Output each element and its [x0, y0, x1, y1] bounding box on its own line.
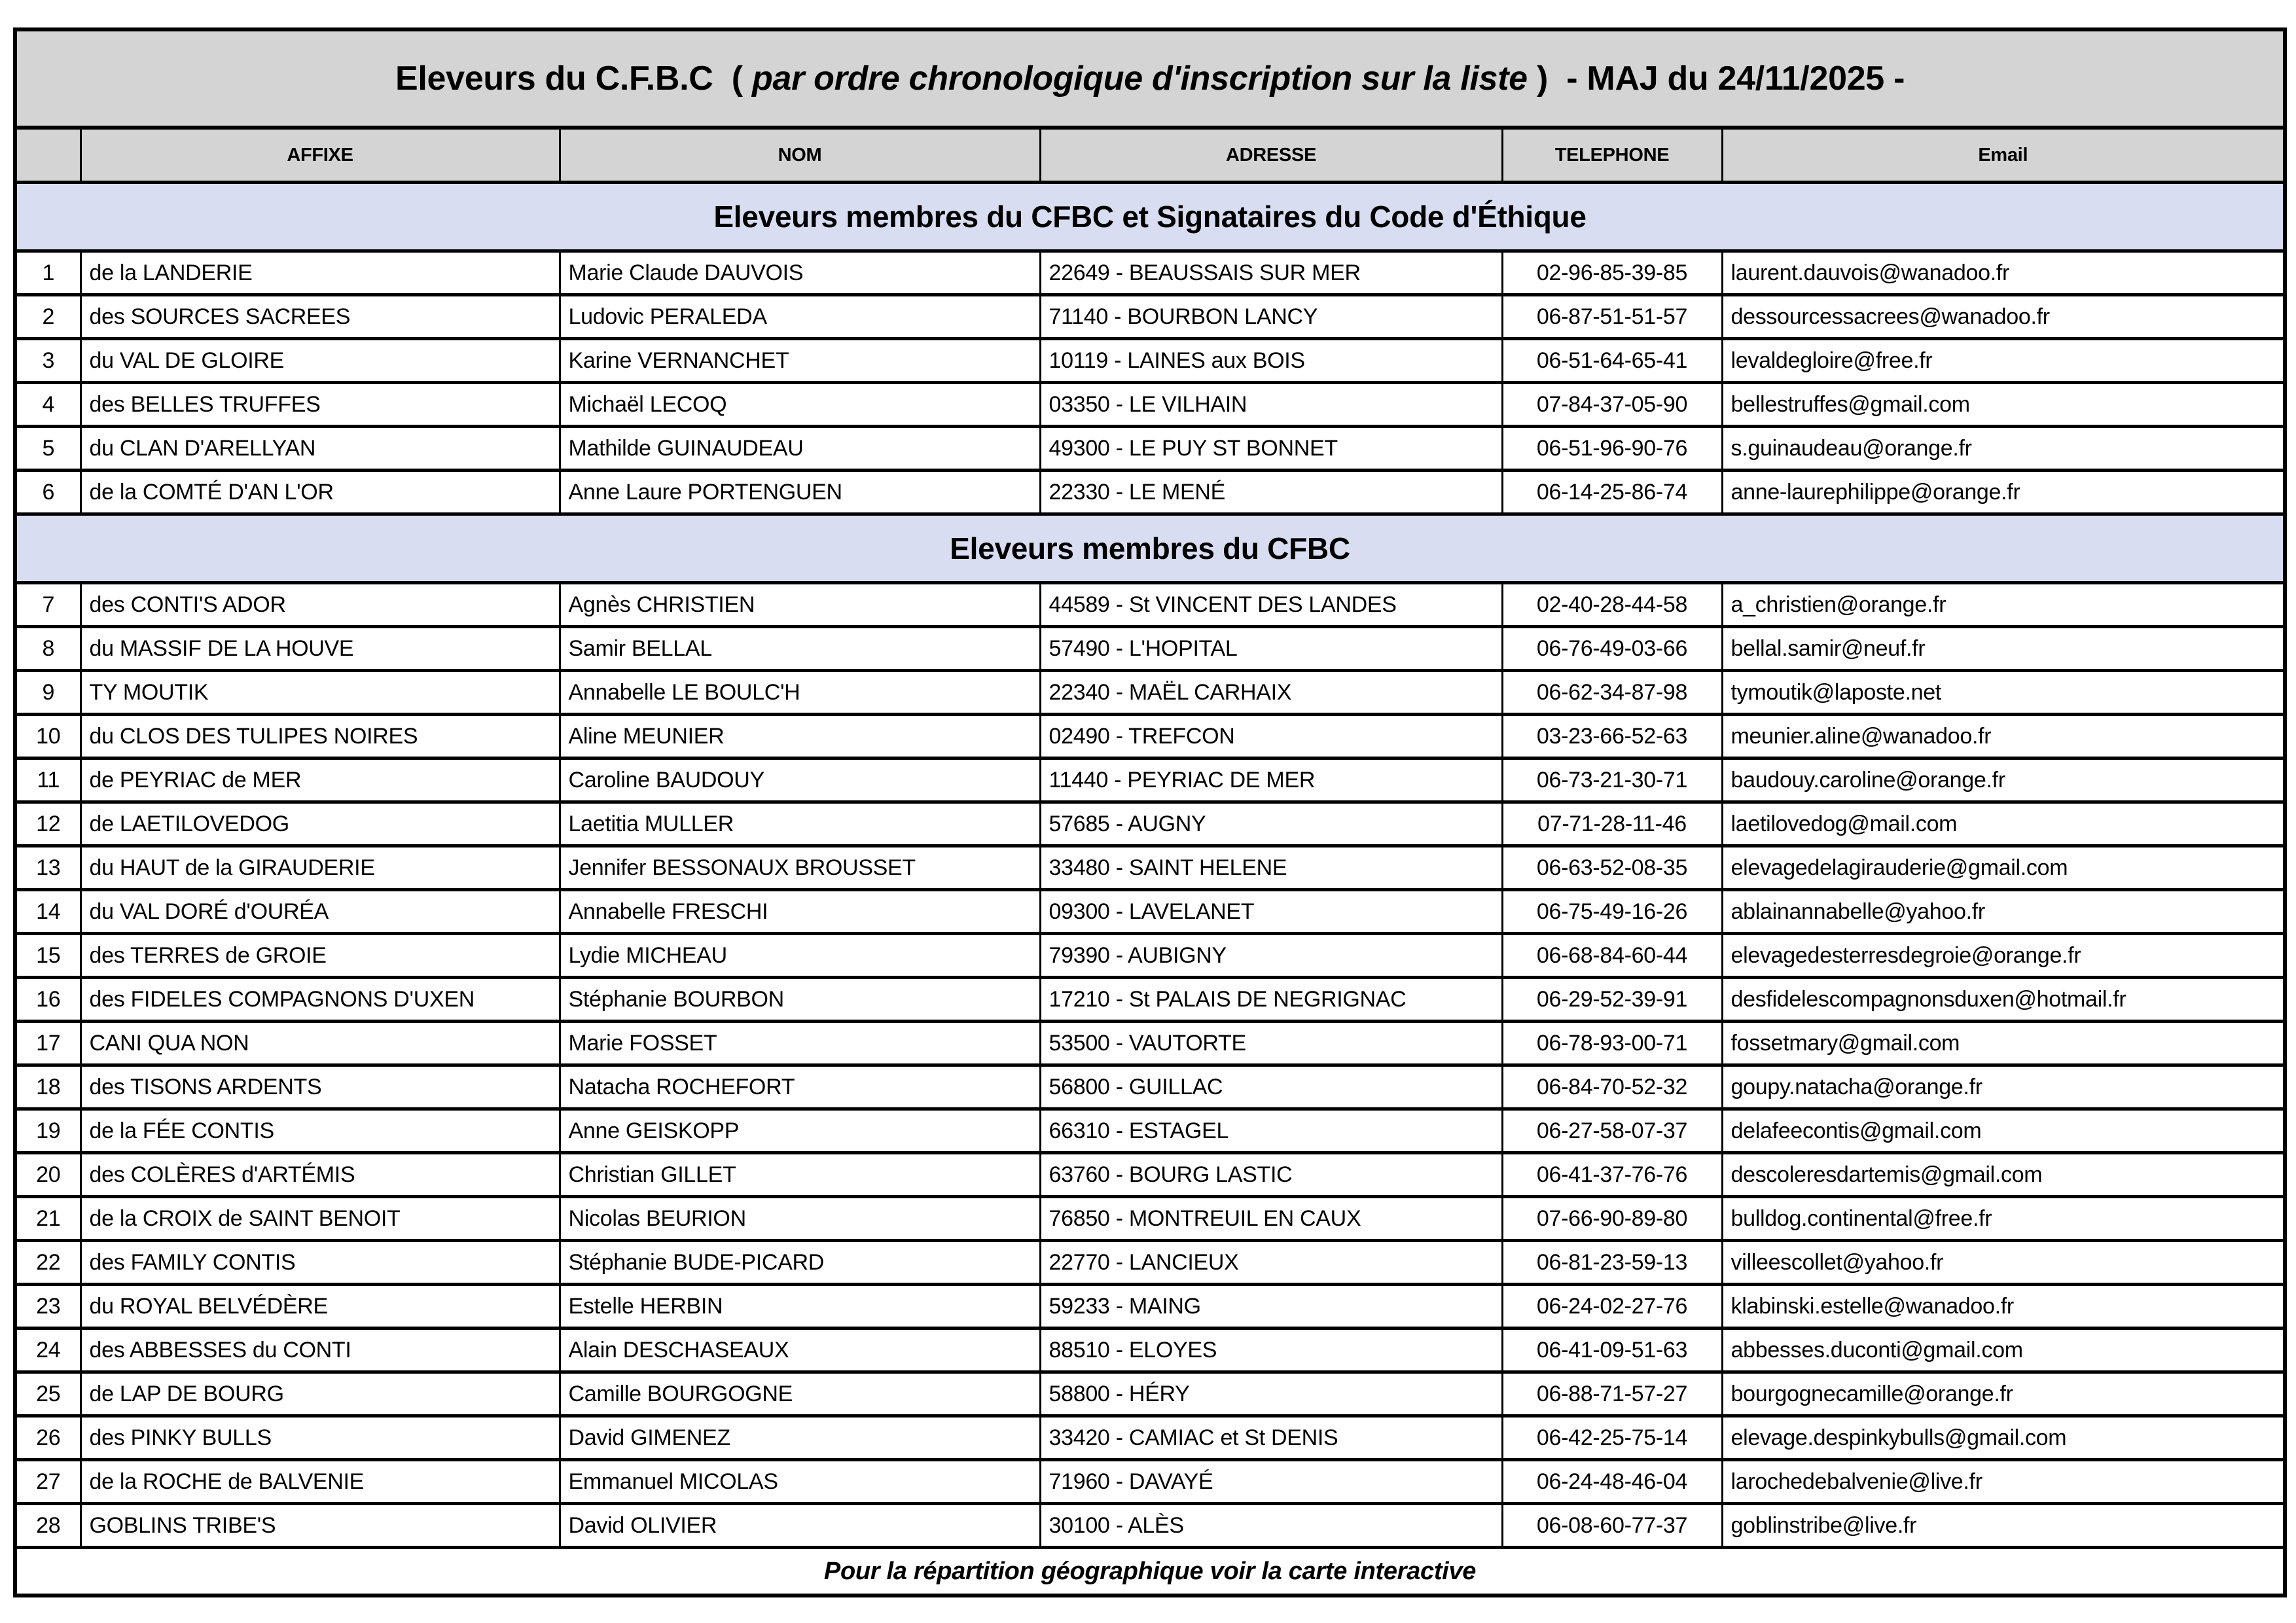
column-header-email: Email: [1722, 128, 2285, 183]
cell-affixe: de la CROIX de SAINT BENOIT: [81, 1197, 560, 1241]
column-header-adresse: ADRESSE: [1040, 128, 1502, 183]
cell-email: abbesses.duconti@gmail.com: [1722, 1329, 2285, 1372]
cell-row-number: 9: [15, 671, 81, 715]
cell-nom: Caroline BAUDOUY: [560, 758, 1040, 802]
cell-telephone: 02-40-28-44-58: [1502, 583, 1722, 627]
cell-row-number: 21: [15, 1197, 81, 1241]
cell-nom: Christian GILLET: [560, 1153, 1040, 1197]
table-row: [15, 583, 2285, 627]
cell-telephone: 06-51-96-90-76: [1502, 427, 1722, 471]
cell-adresse: 30100 - ALÈS: [1040, 1504, 1502, 1548]
cell-adresse: 71140 - BOURBON LANCY: [1040, 295, 1502, 339]
table-row: [15, 1329, 2285, 1372]
cell-nom: Jennifer BESSONAUX BROUSSET: [560, 846, 1040, 890]
cell-email: a_christien@orange.fr: [1722, 583, 2285, 627]
cell-row-number: 24: [15, 1329, 81, 1372]
table-row: [15, 1197, 2285, 1241]
cell-affixe: du MASSIF DE LA HOUVE: [81, 627, 560, 671]
cell-nom: Samir BELLAL: [560, 627, 1040, 671]
cell-row-number: 12: [15, 802, 81, 846]
cell-adresse: 58800 - HÉRY: [1040, 1372, 1502, 1416]
cell-affixe: de LAETILOVEDOG: [81, 802, 560, 846]
cell-row-number: 16: [15, 978, 81, 1022]
cell-row-number: 26: [15, 1416, 81, 1460]
cell-email: meunier.aline@wanadoo.fr: [1722, 715, 2285, 758]
breeders-table: [13, 27, 2287, 1597]
table-body: [15, 29, 2285, 1596]
cell-row-number: 20: [15, 1153, 81, 1197]
cell-row-number: 18: [15, 1065, 81, 1109]
cell-telephone: 06-88-71-57-27: [1502, 1372, 1722, 1416]
cell-email: dessourcessacrees@wanadoo.fr: [1722, 295, 2285, 339]
cell-telephone: 06-84-70-52-32: [1502, 1065, 1722, 1109]
cell-adresse: 71960 - DAVAYÉ: [1040, 1460, 1502, 1504]
table-row: [15, 1504, 2285, 1548]
table-row: [15, 295, 2285, 339]
cell-adresse: 66310 - ESTAGEL: [1040, 1109, 1502, 1153]
cell-adresse: 53500 - VAUTORTE: [1040, 1022, 1502, 1065]
title-prefix: Eleveurs du C.F.B.C (: [395, 60, 752, 98]
cell-nom: Annabelle LE BOULC'H: [560, 671, 1040, 715]
section-header-row: [15, 514, 2285, 583]
column-header-number: [15, 128, 81, 183]
page-title: [15, 29, 2285, 128]
cell-nom: Mathilde GUINAUDEAU: [560, 427, 1040, 471]
cell-row-number: 19: [15, 1109, 81, 1153]
cell-telephone: 06-78-93-00-71: [1502, 1022, 1722, 1065]
cell-nom: Aline MEUNIER: [560, 715, 1040, 758]
cell-affixe: des BELLES TRUFFES: [81, 383, 560, 427]
footer-note: Pour la répartition géographique voir la carte interactive: [15, 1548, 2285, 1596]
cell-email: laurent.dauvois@wanadoo.fr: [1722, 251, 2285, 295]
cell-affixe: des COLÈRES d'ARTÉMIS: [81, 1153, 560, 1197]
cell-affixe: de PEYRIAC de MER: [81, 758, 560, 802]
cell-row-number: 23: [15, 1285, 81, 1329]
cell-adresse: 76850 - MONTREUIL EN CAUX: [1040, 1197, 1502, 1241]
cell-nom: Marie FOSSET: [560, 1022, 1040, 1065]
cell-row-number: 3: [15, 339, 81, 383]
table-row: [15, 1022, 2285, 1065]
cell-adresse: 22770 - LANCIEUX: [1040, 1241, 1502, 1285]
cell-adresse: 02490 - TREFCON: [1040, 715, 1502, 758]
cell-email: klabinski.estelle@wanadoo.fr: [1722, 1285, 2285, 1329]
cell-row-number: 7: [15, 583, 81, 627]
cell-email: descoleresdartemis@gmail.com: [1722, 1153, 2285, 1197]
cell-adresse: 57685 - AUGNY: [1040, 802, 1502, 846]
section-header-label: Eleveurs membres du CFBC: [15, 514, 2285, 583]
cell-row-number: 4: [15, 383, 81, 427]
table-row: [15, 1372, 2285, 1416]
table-row: [15, 1065, 2285, 1109]
cell-row-number: 10: [15, 715, 81, 758]
cell-affixe: des ABBESSES du CONTI: [81, 1329, 560, 1372]
cell-nom: Stéphanie BOURBON: [560, 978, 1040, 1022]
cell-affixe: des CONTI'S ADOR: [81, 583, 560, 627]
cell-adresse: 22340 - MAËL CARHAIX: [1040, 671, 1502, 715]
cell-email: bulldog.continental@free.fr: [1722, 1197, 2285, 1241]
cell-adresse: 59233 - MAING: [1040, 1285, 1502, 1329]
table-row: [15, 1285, 2285, 1329]
cell-row-number: 5: [15, 427, 81, 471]
table-row: [15, 427, 2285, 471]
cell-nom: Karine VERNANCHET: [560, 339, 1040, 383]
cell-adresse: 10119 - LAINES aux BOIS: [1040, 339, 1502, 383]
cell-email: elevagedesterresdegroie@orange.fr: [1722, 934, 2285, 978]
cell-telephone: 06-75-49-16-26: [1502, 890, 1722, 934]
cell-nom: Stéphanie BUDE-PICARD: [560, 1241, 1040, 1285]
cell-nom: Alain DESCHASEAUX: [560, 1329, 1040, 1372]
cell-telephone: 07-84-37-05-90: [1502, 383, 1722, 427]
cell-row-number: 8: [15, 627, 81, 671]
cell-telephone: 06-76-49-03-66: [1502, 627, 1722, 671]
cell-nom: David OLIVIER: [560, 1504, 1040, 1548]
cell-affixe: de la FÉE CONTIS: [81, 1109, 560, 1153]
table-row: [15, 934, 2285, 978]
cell-affixe: du ROYAL BELVÉDÈRE: [81, 1285, 560, 1329]
title-suffix: ) - MAJ du 24/11/2025 -: [1527, 60, 1905, 98]
cell-email: delafeecontis@gmail.com: [1722, 1109, 2285, 1153]
cell-telephone: 06-81-23-59-13: [1502, 1241, 1722, 1285]
table-row: [15, 890, 2285, 934]
cell-telephone: 06-27-58-07-37: [1502, 1109, 1722, 1153]
cell-row-number: 27: [15, 1460, 81, 1504]
cell-adresse: 03350 - LE VILHAIN: [1040, 383, 1502, 427]
cell-email: elevagedelagirauderie@gmail.com: [1722, 846, 2285, 890]
cell-nom: Natacha ROCHEFORT: [560, 1065, 1040, 1109]
cell-row-number: 28: [15, 1504, 81, 1548]
table-row: [15, 627, 2285, 671]
title-row: [15, 29, 2285, 128]
cell-telephone: 06-87-51-51-57: [1502, 295, 1722, 339]
cell-affixe: TY MOUTIK: [81, 671, 560, 715]
cell-telephone: 06-41-37-76-76: [1502, 1153, 1722, 1197]
cell-telephone: 07-71-28-11-46: [1502, 802, 1722, 846]
cell-adresse: 63760 - BOURG LASTIC: [1040, 1153, 1502, 1197]
cell-adresse: 57490 - L'HOPITAL: [1040, 627, 1502, 671]
cell-affixe: GOBLINS TRIBE'S: [81, 1504, 560, 1548]
cell-email: tymoutik@laposte.net: [1722, 671, 2285, 715]
cell-telephone: 06-14-25-86-74: [1502, 471, 1722, 514]
table-row: [15, 383, 2285, 427]
cell-affixe: de LAP DE BOURG: [81, 1372, 560, 1416]
cell-telephone: 06-62-34-87-98: [1502, 671, 1722, 715]
cell-telephone: 06-73-21-30-71: [1502, 758, 1722, 802]
cell-row-number: 25: [15, 1372, 81, 1416]
cell-adresse: 79390 - AUBIGNY: [1040, 934, 1502, 978]
cell-email: laetilovedog@mail.com: [1722, 802, 2285, 846]
cell-adresse: 88510 - ELOYES: [1040, 1329, 1502, 1372]
cell-nom: Michaël LECOQ: [560, 383, 1040, 427]
cell-affixe: des SOURCES SACREES: [81, 295, 560, 339]
cell-adresse: 33420 - CAMIAC et St DENIS: [1040, 1416, 1502, 1460]
cell-row-number: 1: [15, 251, 81, 295]
column-header-nom: NOM: [560, 128, 1040, 183]
cell-email: s.guinaudeau@orange.fr: [1722, 427, 2285, 471]
cell-email: bellal.samir@neuf.fr: [1722, 627, 2285, 671]
section-header-label: Eleveurs membres du CFBC et Signataires du Code d'Éthique: [15, 183, 2285, 251]
table-row: [15, 339, 2285, 383]
table-row: [15, 1460, 2285, 1504]
cell-nom: Estelle HERBIN: [560, 1285, 1040, 1329]
cell-adresse: 56800 - GUILLAC: [1040, 1065, 1502, 1109]
cell-nom: Camille BOURGOGNE: [560, 1372, 1040, 1416]
cell-nom: Annabelle FRESCHI: [560, 890, 1040, 934]
cell-nom: Anne GEISKOPP: [560, 1109, 1040, 1153]
cell-affixe: CANI QUA NON: [81, 1022, 560, 1065]
cell-row-number: 13: [15, 846, 81, 890]
cell-telephone: 06-24-48-46-04: [1502, 1460, 1722, 1504]
cell-adresse: 33480 - SAINT HELENE: [1040, 846, 1502, 890]
cell-adresse: 44589 - St VINCENT DES LANDES: [1040, 583, 1502, 627]
cell-email: goupy.natacha@orange.fr: [1722, 1065, 2285, 1109]
cell-email: bourgognecamille@orange.fr: [1722, 1372, 2285, 1416]
cell-row-number: 17: [15, 1022, 81, 1065]
cell-telephone: 02-96-85-39-85: [1502, 251, 1722, 295]
cell-affixe: des FAMILY CONTIS: [81, 1241, 560, 1285]
cell-affixe: de la COMTÉ D'AN L'OR: [81, 471, 560, 514]
cell-telephone: 03-23-66-52-63: [1502, 715, 1722, 758]
cell-affixe: du VAL DORÉ d'OURÉA: [81, 890, 560, 934]
cell-telephone: 06-08-60-77-37: [1502, 1504, 1722, 1548]
cell-adresse: 22330 - LE MENÉ: [1040, 471, 1502, 514]
section-header-row: [15, 183, 2285, 251]
cell-telephone: 06-51-64-65-41: [1502, 339, 1722, 383]
cell-affixe: de la LANDERIE: [81, 251, 560, 295]
table-row: [15, 251, 2285, 295]
cell-affixe: des TISONS ARDENTS: [81, 1065, 560, 1109]
cell-affixe: du CLAN D'ARELLYAN: [81, 427, 560, 471]
column-header-affixe: AFFIXE: [81, 128, 560, 183]
cell-adresse: 22649 - BEAUSSAIS SUR MER: [1040, 251, 1502, 295]
table-row: [15, 1109, 2285, 1153]
cell-nom: Marie Claude DAUVOIS: [560, 251, 1040, 295]
table-row: [15, 802, 2285, 846]
cell-row-number: 22: [15, 1241, 81, 1285]
cell-nom: Emmanuel MICOLAS: [560, 1460, 1040, 1504]
table-row: [15, 671, 2285, 715]
cell-telephone: 06-41-09-51-63: [1502, 1329, 1722, 1372]
cell-nom: Nicolas BEURION: [560, 1197, 1040, 1241]
cell-adresse: 49300 - LE PUY ST BONNET: [1040, 427, 1502, 471]
cell-affixe: du CLOS DES TULIPES NOIRES: [81, 715, 560, 758]
cell-email: elevage.despinkybulls@gmail.com: [1722, 1416, 2285, 1460]
cell-affixe: de la ROCHE de BALVENIE: [81, 1460, 560, 1504]
cell-affixe: du VAL DE GLOIRE: [81, 339, 560, 383]
column-header-telephone: TELEPHONE: [1502, 128, 1722, 183]
table-row: [15, 1153, 2285, 1197]
cell-email: baudouy.caroline@orange.fr: [1722, 758, 2285, 802]
cell-email: desfidelescompagnonsduxen@hotmail.fr: [1722, 978, 2285, 1022]
cell-affixe: des TERRES de GROIE: [81, 934, 560, 978]
table-row: [15, 1416, 2285, 1460]
cell-email: levaldegloire@free.fr: [1722, 339, 2285, 383]
cell-row-number: 11: [15, 758, 81, 802]
table-row: [15, 846, 2285, 890]
cell-email: fossetmary@gmail.com: [1722, 1022, 2285, 1065]
cell-nom: Ludovic PERALEDA: [560, 295, 1040, 339]
cell-affixe: des FIDELES COMPAGNONS D'UXEN: [81, 978, 560, 1022]
cell-email: larochedebalvenie@live.fr: [1722, 1460, 2285, 1504]
table-row: [15, 758, 2285, 802]
cell-email: anne-laurephilippe@orange.fr: [1722, 471, 2285, 514]
cell-row-number: 14: [15, 890, 81, 934]
cell-nom: Laetitia MULLER: [560, 802, 1040, 846]
cell-email: villeescollet@yahoo.fr: [1722, 1241, 2285, 1285]
cell-telephone: 06-68-84-60-44: [1502, 934, 1722, 978]
cell-adresse: 09300 - LAVELANET: [1040, 890, 1502, 934]
cell-telephone: 06-63-52-08-35: [1502, 846, 1722, 890]
title-italic-part: par ordre chronologique d'inscription sur la liste: [751, 60, 1528, 98]
cell-adresse: 11440 - PEYRIAC DE MER: [1040, 758, 1502, 802]
cell-affixe: du HAUT de la GIRAUDERIE: [81, 846, 560, 890]
cell-nom: Lydie MICHEAU: [560, 934, 1040, 978]
table-row: [15, 978, 2285, 1022]
cell-email: ablainannabelle@yahoo.fr: [1722, 890, 2285, 934]
cell-nom: Agnès CHRISTIEN: [560, 583, 1040, 627]
footer-row: [15, 1548, 2285, 1596]
table-row: [15, 1241, 2285, 1285]
cell-nom: Anne Laure PORTENGUEN: [560, 471, 1040, 514]
cell-telephone: 06-24-02-27-76: [1502, 1285, 1722, 1329]
table-row: [15, 715, 2285, 758]
cell-email: goblinstribe@live.fr: [1722, 1504, 2285, 1548]
cell-telephone: 06-29-52-39-91: [1502, 978, 1722, 1022]
cell-row-number: 2: [15, 295, 81, 339]
cell-nom: David GIMENEZ: [560, 1416, 1040, 1460]
cell-adresse: 17210 - St PALAIS DE NEGRIGNAC: [1040, 978, 1502, 1022]
cell-row-number: 15: [15, 934, 81, 978]
cell-affixe: des PINKY BULLS: [81, 1416, 560, 1460]
cell-row-number: 6: [15, 471, 81, 514]
cell-telephone: 06-42-25-75-14: [1502, 1416, 1722, 1460]
cell-telephone: 07-66-90-89-80: [1502, 1197, 1722, 1241]
column-header-row: [15, 128, 2285, 183]
cell-email: bellestruffes@gmail.com: [1722, 383, 2285, 427]
table-row: [15, 471, 2285, 514]
